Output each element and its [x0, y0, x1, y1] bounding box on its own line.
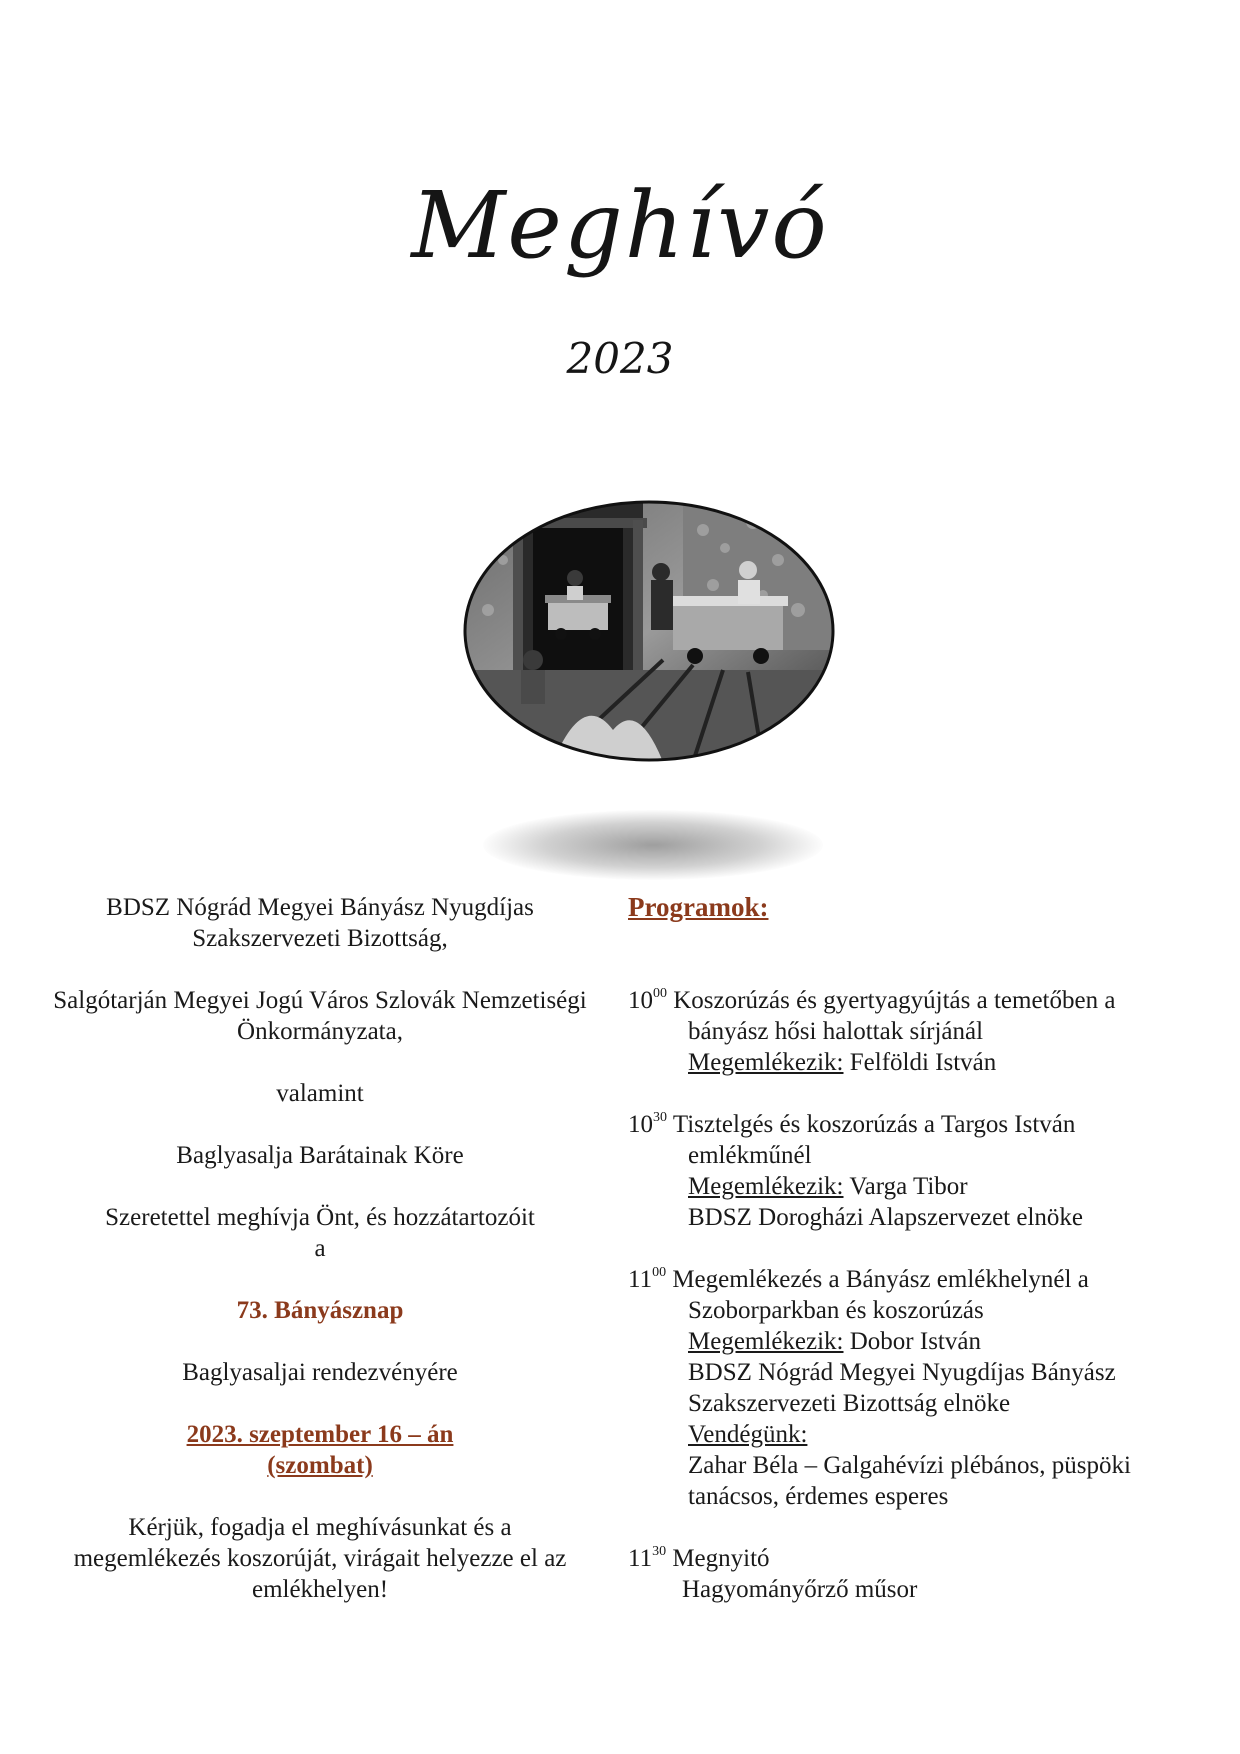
organizer-bdsz: [25, 892, 615, 954]
event-name: 73. Bányásznap: [236, 1297, 404, 1324]
organizer-bdsz-line1: BDSZ Nógrád Megyei Bányász Nyugdíjas: [106, 894, 534, 921]
program-time-hour: 11: [628, 1545, 653, 1572]
program-time-hour: 10: [628, 1111, 653, 1138]
program-text: Koszorúzás és gyertyagyújtás a temetőben a: [673, 987, 1116, 1014]
speaker-name: Varga Tibor: [849, 1173, 968, 1200]
event-date-line2: (szombat): [267, 1452, 373, 1479]
organizer-baglyasalja: Baglyasalja Barátainak Köre: [176, 1142, 464, 1169]
program-text: Megemlékezés a Bányász emlékhelynél a: [672, 1266, 1089, 1293]
program-item: [628, 1543, 1218, 1605]
program-time-hour: 11: [628, 1266, 653, 1293]
program-time-min: 30: [652, 1544, 667, 1559]
program-time-min: 00: [652, 1265, 667, 1280]
valamint-text: valamint: [276, 1080, 364, 1107]
speaker-name: Felföldi István: [849, 1049, 997, 1076]
event-subtitle: Baglyasaljai rendezvényére: [182, 1359, 458, 1386]
closing-text: [25, 1512, 615, 1605]
photo-shadow: [483, 810, 823, 880]
program-text: Megnyitó: [672, 1545, 770, 1572]
speaker-label: Megemlékezik:: [688, 1328, 844, 1355]
program-heading: Programok:: [628, 892, 769, 922]
speaker-label: Megemlékezik:: [688, 1173, 844, 1200]
mining-photo-icon: [463, 500, 835, 762]
invite-line2: a: [314, 1235, 326, 1262]
speaker-label: Megemlékezik:: [688, 1049, 844, 1076]
closing-line1: Kérjük, fogadja el meghívásunkat és a: [128, 1514, 512, 1541]
guest-line2: tanácsos, érdemes esperes: [688, 1483, 949, 1510]
program-item: [628, 1109, 1218, 1233]
closing-line3: emlékhelyen!: [251, 1576, 389, 1603]
invite-text: [25, 1202, 615, 1264]
program-item: [628, 1264, 1218, 1512]
program-time-min: 30: [653, 1110, 667, 1125]
program-item: [628, 985, 1218, 1078]
closing-line2: megemlékezés koszorúját, virágait helyezze el az: [73, 1545, 567, 1572]
year-heading: 2023: [566, 334, 674, 383]
speaker-name: Dobor István: [849, 1328, 981, 1355]
program-text-cont: emlékműnél: [688, 1142, 812, 1169]
guest-label: Vendégünk:: [688, 1421, 808, 1448]
organizer-bdsz-line2: Szakszervezeti Bizottság,: [192, 925, 448, 952]
organizer-onkormanyzat-line1: Salgótarján Megyei Jogú Város Szlovák Nemzetiségi: [53, 987, 587, 1014]
organizer-onkormanyzat: [25, 985, 615, 1047]
page-title: Meghívó: [411, 172, 829, 279]
event-date: [25, 1419, 615, 1481]
invitation-text: [25, 892, 615, 1636]
program-time-min: 00: [653, 986, 667, 1001]
program-text-cont: Hagyományőrző műsor: [682, 1576, 918, 1603]
speaker-role-line1: BDSZ Nógrád Megyei Nyugdíjas Bányász: [688, 1359, 1116, 1386]
program-time-hour: 10: [628, 987, 653, 1014]
event-date-line1: 2023. szeptember 16 – án: [186, 1421, 454, 1448]
invite-line1: Szeretettel meghívja Önt, és hozzátartozóit: [105, 1204, 535, 1231]
program-text: Tisztelgés és koszorúzás a Targos István: [672, 1111, 1076, 1138]
program-text-cont: bányász hősi halottak sírjánál: [688, 1018, 984, 1045]
organizer-onkormanyzat-line2: Önkormányzata,: [237, 1018, 403, 1045]
speaker-role: BDSZ Dorogházi Alapszervezet elnöke: [688, 1204, 1084, 1231]
speaker-role-line2: Szakszervezeti Bizottság elnöke: [688, 1390, 1011, 1417]
program-text-cont: Szoborparkban és koszorúzás: [688, 1297, 984, 1324]
program-list: [628, 892, 1218, 1636]
guest-line1: Zahar Béla – Galgahévízi plébános, püspöki: [688, 1452, 1131, 1479]
